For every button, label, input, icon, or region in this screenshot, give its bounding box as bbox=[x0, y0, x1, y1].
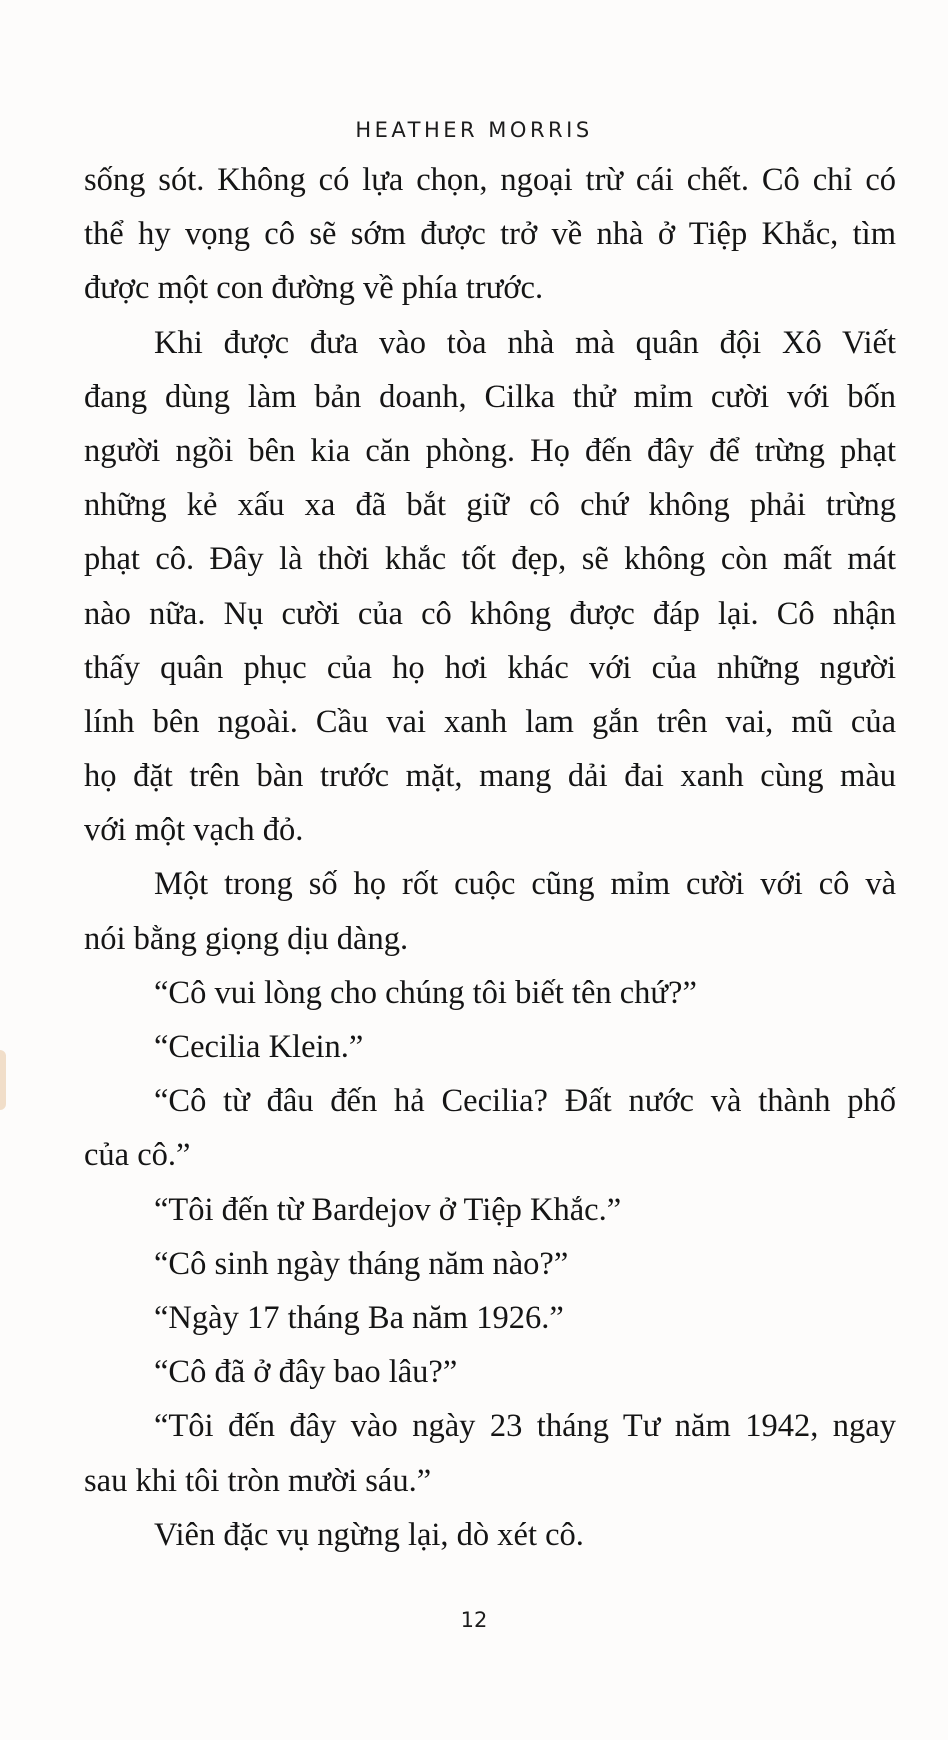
text-line: được một con đường về phía trước. bbox=[84, 270, 544, 307]
text-line: “Cô đã ở đây bao lâu?” bbox=[154, 1354, 458, 1391]
text-line: Viên đặc vụ ngừng lại, dò xét cô. bbox=[154, 1516, 584, 1553]
text-line: thể hy vọng cô sẽ sớm được trở về nhà ở Tiệp Khắc, tìm bbox=[84, 216, 896, 253]
text-line: sau khi tôi tròn mười sáu.” bbox=[84, 1462, 432, 1499]
text-line: lính bên ngoài. Cầu vai xanh lam gắn trên vai, mũ của bbox=[84, 703, 896, 740]
text-line: đang dùng làm bản doanh, Cilka thử mỉm cười với bốn bbox=[84, 378, 896, 415]
text-line: “Ngày 17 tháng Ba năm 1926.” bbox=[154, 1299, 564, 1336]
text-line: “Cô sinh ngày tháng năm nào?” bbox=[154, 1245, 569, 1282]
text-line: “Cô vui lòng cho chúng tôi biết tên chứ?” bbox=[154, 974, 697, 1011]
text-line: nói bằng giọng dịu dàng. bbox=[84, 920, 409, 957]
page-number: 12 bbox=[460, 1608, 488, 1632]
text-line: người ngồi bên kia căn phòng. Họ đến đây để trừng phạt bbox=[84, 432, 896, 469]
text-line: “Tôi đến đây vào ngày 23 tháng Tư năm 1942, ngay bbox=[154, 1408, 896, 1445]
text-line: “Cecilia Klein.” bbox=[154, 1029, 364, 1065]
text-line: những kẻ xấu xa đã bắt giữ cô chứ không phải trừng bbox=[84, 487, 896, 524]
page-edge-smudge bbox=[0, 1050, 6, 1110]
body-text bbox=[84, 153, 896, 1562]
running-header-author: HEATHER MORRIS bbox=[355, 118, 593, 142]
text-line: của cô.” bbox=[84, 1137, 191, 1174]
text-line: “Tôi đến từ Bardejov ở Tiệp Khắc.” bbox=[154, 1191, 622, 1228]
text-line: Khi được đưa vào tòa nhà mà quân đội Xô Viết bbox=[154, 324, 896, 361]
text-line: “Cô từ đâu đến hả Cecilia? Đất nước và thành phố bbox=[154, 1083, 896, 1120]
text-line: Một trong số họ rốt cuộc cũng mỉm cười với cô và bbox=[154, 866, 896, 903]
text-line: thấy quân phục của họ hơi khác với của những người bbox=[84, 649, 896, 686]
text-line: nào nữa. Nụ cười của cô không được đáp lại. Cô nhận bbox=[84, 595, 896, 632]
text-line: sống sót. Không có lựa chọn, ngoại trừ cái chết. Cô chỉ có bbox=[84, 162, 896, 198]
text-line: phạt cô. Đây là thời khắc tốt đẹp, sẽ không còn mất mát bbox=[84, 541, 896, 578]
text-line: với một vạch đỏ. bbox=[84, 812, 304, 849]
text-line: họ đặt trên bàn trước mặt, mang dải đai xanh cùng màu bbox=[84, 758, 896, 795]
